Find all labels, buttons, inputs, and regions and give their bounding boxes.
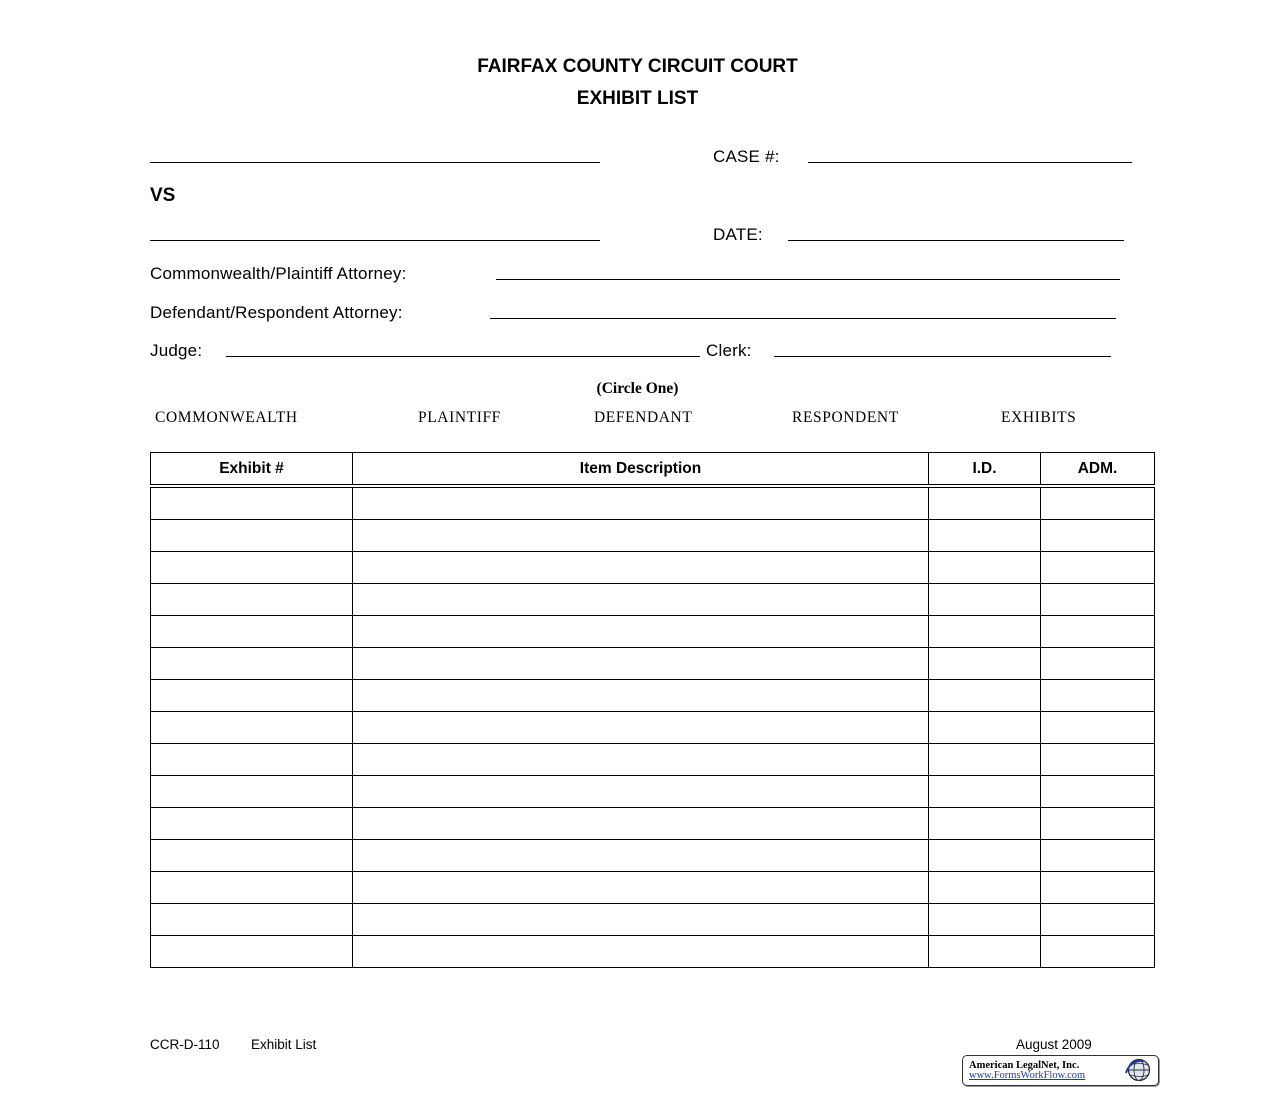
cell-adm[interactable] xyxy=(1041,680,1155,712)
table-row xyxy=(151,616,1155,648)
judge-field[interactable] xyxy=(226,356,700,357)
cell-item-description[interactable] xyxy=(353,840,929,872)
cell-exhibit-number[interactable] xyxy=(151,486,353,520)
table-row xyxy=(151,680,1155,712)
defendant-attorney-field[interactable] xyxy=(490,318,1116,319)
cell-adm[interactable] xyxy=(1041,744,1155,776)
cell-adm[interactable] xyxy=(1041,904,1155,936)
cell-id[interactable] xyxy=(929,616,1041,648)
vs-label: VS xyxy=(150,185,176,206)
form-name: Exhibit List xyxy=(251,1037,317,1052)
american-legalnet-logo xyxy=(962,1055,1159,1086)
table-header-row xyxy=(151,453,1155,487)
table-row xyxy=(151,648,1155,680)
cell-adm[interactable] xyxy=(1041,486,1155,520)
party-one-field[interactable] xyxy=(150,162,600,163)
cell-exhibit-number[interactable] xyxy=(151,808,353,840)
cell-id[interactable] xyxy=(929,904,1041,936)
cell-id[interactable] xyxy=(929,486,1041,520)
cell-exhibit-number[interactable] xyxy=(151,840,353,872)
cell-exhibit-number[interactable] xyxy=(151,616,353,648)
party-two-field[interactable] xyxy=(150,240,600,241)
logo-company-name: American LegalNet, Inc. xyxy=(969,1060,1080,1071)
header-exhibit-number: Exhibit # xyxy=(151,453,353,487)
cell-exhibit-number[interactable] xyxy=(151,584,353,616)
cell-item-description[interactable] xyxy=(353,520,929,552)
cell-exhibit-number[interactable] xyxy=(151,712,353,744)
cell-item-description[interactable] xyxy=(353,584,929,616)
table-row xyxy=(151,904,1155,936)
cell-exhibit-number[interactable] xyxy=(151,552,353,584)
cell-item-description[interactable] xyxy=(353,808,929,840)
table-row xyxy=(151,840,1155,872)
cell-adm[interactable] xyxy=(1041,648,1155,680)
judge-label: Judge: xyxy=(150,341,203,360)
cell-exhibit-number[interactable] xyxy=(151,744,353,776)
cell-item-description[interactable] xyxy=(353,552,929,584)
cell-id[interactable] xyxy=(929,808,1041,840)
table-row xyxy=(151,486,1155,520)
cell-item-description[interactable] xyxy=(353,712,929,744)
cell-exhibit-number[interactable] xyxy=(151,904,353,936)
cell-item-description[interactable] xyxy=(353,648,929,680)
cell-item-description[interactable] xyxy=(353,872,929,904)
cell-id[interactable] xyxy=(929,872,1041,904)
option-respondent[interactable]: RESPONDENT xyxy=(792,409,899,426)
cell-item-description[interactable] xyxy=(353,904,929,936)
table-row xyxy=(151,584,1155,616)
cell-id[interactable] xyxy=(929,712,1041,744)
cell-item-description[interactable] xyxy=(353,936,929,968)
cell-id[interactable] xyxy=(929,840,1041,872)
table-row xyxy=(151,936,1155,968)
cell-item-description[interactable] xyxy=(353,616,929,648)
form-revision-date: August 2009 xyxy=(1016,1037,1092,1052)
option-defendant[interactable]: DEFENDANT xyxy=(594,409,693,426)
cell-item-description[interactable] xyxy=(353,486,929,520)
cell-exhibit-number[interactable] xyxy=(151,648,353,680)
court-name: FAIRFAX COUNTY CIRCUIT COURT xyxy=(477,56,798,77)
table-row xyxy=(151,872,1155,904)
cell-id[interactable] xyxy=(929,680,1041,712)
table-row xyxy=(151,776,1155,808)
case-number-field[interactable] xyxy=(808,162,1132,163)
globe-icon xyxy=(1124,1058,1154,1082)
exhibit-rows xyxy=(151,486,1155,968)
case-number-label: CASE #: xyxy=(713,147,780,166)
header-item-description: Item Description xyxy=(353,453,929,487)
option-commonwealth[interactable]: COMMONWEALTH xyxy=(155,409,298,426)
cell-adm[interactable] xyxy=(1041,584,1155,616)
circle-one-instruction: (Circle One) xyxy=(596,380,679,397)
exhibit-table xyxy=(150,452,1155,968)
cell-id[interactable] xyxy=(929,744,1041,776)
plaintiff-attorney-field[interactable] xyxy=(496,279,1120,280)
clerk-field[interactable] xyxy=(774,356,1111,357)
form-code: CCR-D-110 xyxy=(150,1037,220,1052)
defendant-attorney-label: Defendant/Respondent Attorney: xyxy=(150,303,403,322)
exhibits-label: EXHIBITS xyxy=(1001,409,1077,426)
table-row xyxy=(151,808,1155,840)
cell-id[interactable] xyxy=(929,552,1041,584)
cell-adm[interactable] xyxy=(1041,552,1155,584)
cell-item-description[interactable] xyxy=(353,680,929,712)
date-label: DATE: xyxy=(713,225,763,244)
cell-exhibit-number[interactable] xyxy=(151,680,353,712)
header-id: I.D. xyxy=(929,453,1041,487)
cell-exhibit-number[interactable] xyxy=(151,776,353,808)
cell-id[interactable] xyxy=(929,648,1041,680)
option-plaintiff[interactable]: PLAINTIFF xyxy=(418,409,501,426)
cell-item-description[interactable] xyxy=(353,776,929,808)
cell-adm[interactable] xyxy=(1041,872,1155,904)
cell-id[interactable] xyxy=(929,584,1041,616)
cell-adm[interactable] xyxy=(1041,520,1155,552)
form-title: EXHIBIT LIST xyxy=(576,88,699,109)
cell-adm[interactable] xyxy=(1041,776,1155,808)
clerk-label: Clerk: xyxy=(706,341,752,360)
cell-exhibit-number[interactable] xyxy=(151,936,353,968)
cell-id[interactable] xyxy=(929,936,1041,968)
table-row xyxy=(151,744,1155,776)
logo-url-link[interactable]: www.FormsWorkFlow.com xyxy=(969,1070,1086,1081)
cell-adm[interactable] xyxy=(1041,936,1155,968)
cell-item-description[interactable] xyxy=(353,744,929,776)
cell-adm[interactable] xyxy=(1041,808,1155,840)
cell-adm[interactable] xyxy=(1041,840,1155,872)
table-row xyxy=(151,712,1155,744)
cell-adm[interactable] xyxy=(1041,616,1155,648)
cell-exhibit-number[interactable] xyxy=(151,872,353,904)
table-row xyxy=(151,520,1155,552)
table-row xyxy=(151,552,1155,584)
cell-id[interactable] xyxy=(929,776,1041,808)
plaintiff-attorney-label: Commonwealth/Plaintiff Attorney: xyxy=(150,264,407,283)
date-field[interactable] xyxy=(788,240,1124,241)
cell-exhibit-number[interactable] xyxy=(151,520,353,552)
cell-id[interactable] xyxy=(929,520,1041,552)
cell-adm[interactable] xyxy=(1041,712,1155,744)
header-adm: ADM. xyxy=(1041,453,1155,487)
